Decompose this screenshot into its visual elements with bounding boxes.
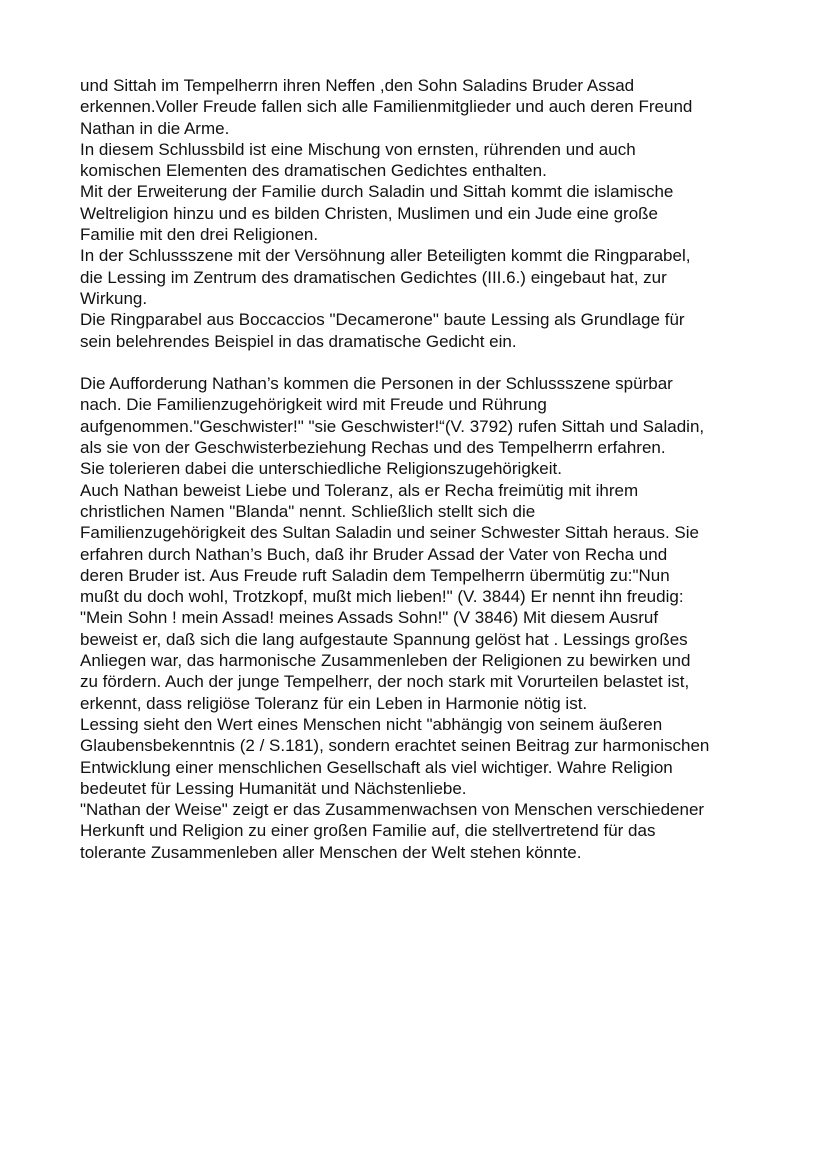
- text-line: Familie mit den drei Religionen.: [80, 225, 319, 245]
- text-line: "Mein Sohn ! mein Assad! meines Assads Sohn!" (V 3846) Mit diesem Ausruf: [80, 608, 659, 628]
- text-line: aufgenommen."Geschwister!" "sie Geschwister!“(V. 3792) rufen Sittah und Saladin,: [80, 416, 705, 436]
- paragraph-group-1: [80, 75, 770, 352]
- paragraph-spacer: [80, 352, 770, 373]
- text-line: Die Ringparabel aus Boccaccios "Decamerone" baute Lessing als Grundlage für: [80, 310, 685, 330]
- document-body: [80, 75, 770, 863]
- text-line: Wirkung.: [80, 288, 148, 308]
- text-line: Anliegen war, das harmonische Zusammenleben der Religionen zu bewirken und: [80, 651, 691, 671]
- text-line: Auch Nathan beweist Liebe und Toleranz, als er Recha freimütig mit ihrem: [80, 480, 639, 500]
- text-line: erfahren durch Nathan’s Buch, daß ihr Bruder Assad der Vater von Recha und: [80, 544, 668, 564]
- text-line: In der Schlussszene mit der Versöhnung aller Beteiligten kommt die Ringparabel,: [80, 246, 691, 266]
- text-line: beweist er, daß sich die lang aufgestaute Spannung gelöst hat . Lessings großes: [80, 629, 688, 649]
- text-line: christlichen Namen "Blanda" nennt. Schließlich stellt sich die: [80, 501, 536, 521]
- text-line: In diesem Schlussbild ist eine Mischung von ernsten, rührenden und auch: [80, 139, 636, 159]
- text-line: Herkunft und Religion zu einer großen Familie auf, die stellvertretend für das: [80, 821, 656, 841]
- text-line: als sie von der Geschwisterbeziehung Rechas und des Tempelherrn erfahren.: [80, 438, 666, 458]
- text-line: erkennt, dass religiöse Toleranz für ein Leben in Harmonie nötig ist.: [80, 693, 588, 713]
- text-line: Die Aufforderung Nathan’s kommen die Personen in der Schlussszene spürbar: [80, 374, 673, 394]
- text-line: erkennen.Voller Freude fallen sich alle Familienmitglieder und auch deren Freund: [80, 97, 693, 117]
- text-line: Glaubensbekenntnis (2 / S.181), sondern erachtet seinen Beitrag zur harmonischen: [80, 736, 710, 756]
- text-line: tolerante Zusammenleben aller Menschen der Welt stehen könnte.: [80, 842, 582, 862]
- text-line: zu fördern. Auch der junge Tempelherr, der noch stark mit Vorurteilen belastet ist,: [80, 672, 690, 692]
- text-line: die Lessing im Zentrum des dramatischen Gedichtes (III.6.) eingebaut hat, zur: [80, 267, 667, 287]
- text-line: nach. Die Familienzugehörigkeit wird mit Freude und Rührung: [80, 395, 547, 415]
- text-line: Weltreligion hinzu und es bilden Christen, Muslimen und ein Jude eine große: [80, 203, 659, 223]
- text-line: "Nathan der Weise" zeigt er das Zusammenwachsen von Menschen verschiedener: [80, 800, 705, 820]
- text-line: Familienzugehörigkeit des Sultan Saladin und seiner Schwester Sittah heraus. Sie: [80, 523, 699, 543]
- text-line: Sie tolerieren dabei die unterschiedliche Religionszugehörigkeit.: [80, 459, 562, 479]
- paragraph-group-2: [80, 373, 770, 863]
- text-line: Nathan in die Arme.: [80, 118, 230, 138]
- text-line: Lessing sieht den Wert eines Menschen nicht "abhängig von seinem äußeren: [80, 714, 663, 734]
- text-line: und Sittah im Tempelherrn ihren Neffen ,den Sohn Saladins Bruder Assad: [80, 76, 635, 95]
- text-line: Mit der Erweiterung der Familie durch Saladin und Sittah kommt die islamische: [80, 182, 674, 202]
- text-line: Entwicklung einer menschlichen Gesellschaft als viel wichtiger. Wahre Religion: [80, 757, 673, 777]
- text-line: komischen Elementen des dramatischen Gedichtes enthalten.: [80, 161, 547, 181]
- text-line: mußt du doch wohl, Trotzkopf, mußt mich lieben!" (V. 3844) Er nennt ihn freudig:: [80, 587, 684, 607]
- text-line: sein belehrendes Beispiel in das dramatische Gedicht ein.: [80, 331, 517, 351]
- text-line: bedeutet für Lessing Humanität und Nächstenliebe.: [80, 778, 467, 798]
- text-line: deren Bruder ist. Aus Freude ruft Saladin dem Tempelherrn übermütig zu:"Nun: [80, 565, 670, 585]
